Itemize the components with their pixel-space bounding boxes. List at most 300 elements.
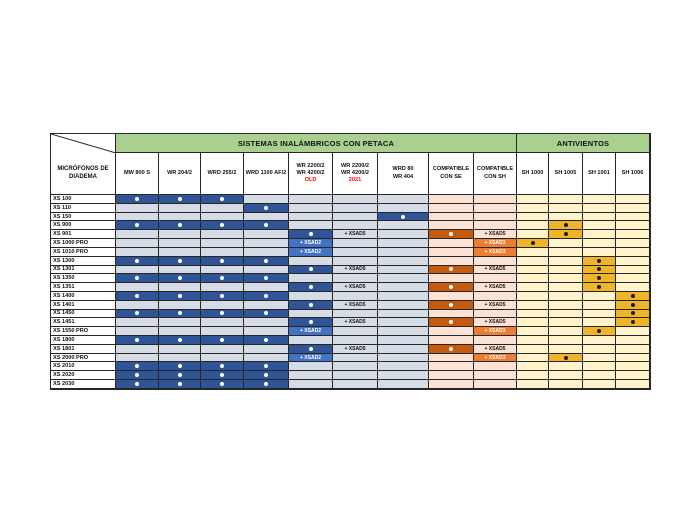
compat-dot [449, 303, 453, 307]
matrix-cell [616, 257, 650, 266]
matrix-cell [517, 362, 549, 371]
matrix-cell [517, 204, 549, 213]
row-label: XS 110 [51, 204, 116, 213]
matrix-cell [517, 292, 549, 301]
matrix-cell [289, 204, 333, 213]
matrix-cell [474, 221, 517, 230]
compat-dot [178, 373, 182, 377]
matrix-cell [378, 362, 429, 371]
corner-header-cell [51, 134, 116, 195]
matrix-cell [616, 336, 650, 345]
matrix-cell [517, 266, 549, 275]
compat-dot [135, 259, 139, 263]
matrix-cell [474, 195, 517, 204]
matrix-cell [549, 336, 583, 345]
matrix-cell [517, 274, 549, 283]
matrix-cell [378, 354, 429, 363]
row-label: XS 1800 [51, 336, 116, 345]
matrix-cell [378, 310, 429, 319]
matrix-cell [244, 318, 289, 327]
matrix-cell [289, 371, 333, 380]
matrix-cell [159, 221, 201, 230]
compat-dot [309, 285, 313, 289]
matrix-cell [201, 213, 244, 222]
row-label: XS 1301 [51, 266, 116, 275]
matrix-cell [159, 257, 201, 266]
compat-dot [178, 197, 182, 201]
compat-dot [178, 364, 182, 368]
matrix-cell: + XSAD5 [474, 345, 517, 354]
col-header: WR 2200/2 WR 4200/2 OLD [289, 153, 333, 195]
matrix-cell: + XSAD5 [333, 345, 378, 354]
compat-dot [401, 215, 405, 219]
matrix-cell [333, 248, 378, 257]
matrix-cell: + XSAD2 [289, 354, 333, 363]
compat-dot [135, 364, 139, 368]
matrix-cell [616, 345, 650, 354]
matrix-cell [333, 292, 378, 301]
matrix-cell [333, 380, 378, 389]
matrix-cell [333, 213, 378, 222]
matrix-cell [116, 354, 159, 363]
matrix-cell [429, 371, 474, 380]
matrix-cell [429, 380, 474, 389]
matrix-cell [549, 318, 583, 327]
matrix-cell [616, 204, 650, 213]
matrix-cell [159, 310, 201, 319]
matrix-cell [201, 371, 244, 380]
matrix-cell [378, 283, 429, 292]
matrix-cell [517, 239, 549, 248]
matrix-cell [429, 257, 474, 266]
matrix-cell [201, 274, 244, 283]
matrix-cell [159, 274, 201, 283]
matrix-cell [429, 362, 474, 371]
matrix-cell: + XSAD5 [474, 318, 517, 327]
row-label: XS 2020 [51, 371, 116, 380]
row-label: XS 2000 PRO [51, 354, 116, 363]
matrix-cell [517, 283, 549, 292]
matrix-cell [549, 248, 583, 257]
matrix-cell [201, 257, 244, 266]
matrix-cell [159, 336, 201, 345]
matrix-cell: + XSAD5 [474, 301, 517, 310]
row-label: XS 1000 PRO [51, 239, 116, 248]
matrix-cell [159, 371, 201, 380]
col-header: WRD 80 WR 404 [378, 153, 429, 195]
matrix-cell [159, 301, 201, 310]
matrix-cell [583, 274, 616, 283]
matrix-cell [333, 371, 378, 380]
matrix-cell [517, 310, 549, 319]
compat-dot [220, 311, 224, 315]
row-label: XS 1401 [51, 301, 116, 310]
matrix-cell [333, 195, 378, 204]
matrix-cell [549, 310, 583, 319]
compat-dot [597, 259, 601, 263]
matrix-cell [549, 345, 583, 354]
matrix-cell [378, 266, 429, 275]
matrix-cell [616, 380, 650, 389]
matrix-cell [333, 310, 378, 319]
matrix-cell [116, 266, 159, 275]
compat-dot [564, 232, 568, 236]
col-header: MW 800 S [116, 153, 159, 195]
matrix-cell [583, 310, 616, 319]
matrix-cell [583, 292, 616, 301]
row-axis-title-line1: MICRÓFONOS DE [57, 166, 109, 172]
compat-dot [564, 223, 568, 227]
compat-dot [264, 223, 268, 227]
matrix-cell [429, 354, 474, 363]
compat-dot [264, 382, 268, 386]
matrix-cell [289, 257, 333, 266]
compat-dot [135, 382, 139, 386]
matrix-cell [116, 310, 159, 319]
matrix-cell: + XSAD5 [333, 301, 378, 310]
compat-dot [178, 259, 182, 263]
matrix-cell [583, 248, 616, 257]
matrix-cell [201, 292, 244, 301]
row-label: XS 1451 [51, 318, 116, 327]
compat-dot [309, 267, 313, 271]
matrix-cell [159, 248, 201, 257]
compat-dot [631, 303, 635, 307]
matrix-cell [616, 248, 650, 257]
matrix-cell [429, 230, 474, 239]
compat-dot [135, 276, 139, 280]
matrix-cell [583, 266, 616, 275]
compat-dot [309, 320, 313, 324]
matrix-cell [116, 248, 159, 257]
compat-dot [449, 320, 453, 324]
col-header: COMPATIBLE CON SH [474, 153, 517, 195]
compat-dot [597, 276, 601, 280]
compat-dot [309, 232, 313, 236]
matrix-cell: + XSAD2 [289, 327, 333, 336]
matrix-cell [378, 213, 429, 222]
row-label: XS 100 [51, 195, 116, 204]
matrix-cell [116, 213, 159, 222]
col-header: COMPATIBLE CON SE [429, 153, 474, 195]
matrix-cell [616, 213, 650, 222]
matrix-cell [378, 301, 429, 310]
matrix-cell [378, 257, 429, 266]
matrix-cell [159, 292, 201, 301]
matrix-cell [289, 362, 333, 371]
matrix-cell [616, 283, 650, 292]
matrix-cell [378, 327, 429, 336]
matrix-cell [517, 195, 549, 204]
matrix-cell [159, 362, 201, 371]
matrix-cell [244, 283, 289, 292]
compat-dot [135, 223, 139, 227]
compat-dot [220, 197, 224, 201]
matrix-cell: + XSAD5 [333, 283, 378, 292]
matrix-cell [244, 195, 289, 204]
compat-dot [220, 223, 224, 227]
matrix-cell [201, 221, 244, 230]
matrix-cell [333, 257, 378, 266]
matrix-cell [429, 195, 474, 204]
matrix-cell [549, 239, 583, 248]
matrix-cell [116, 371, 159, 380]
matrix-cell: + XSAD5 [333, 230, 378, 239]
matrix-cell [583, 345, 616, 354]
row-label: XS 1550 PRO [51, 327, 116, 336]
matrix-cell [378, 371, 429, 380]
matrix-cell [616, 362, 650, 371]
matrix-cell [616, 266, 650, 275]
compat-dot [178, 382, 182, 386]
matrix-cell [116, 336, 159, 345]
matrix-cell [517, 221, 549, 230]
matrix-cell [159, 266, 201, 275]
matrix-cell [616, 195, 650, 204]
matrix-cell: + XSAD5 [474, 230, 517, 239]
compat-dot [264, 276, 268, 280]
matrix-cell [517, 257, 549, 266]
matrix-cell: + XSAD3 [474, 248, 517, 257]
matrix-cell [616, 318, 650, 327]
compat-dot [564, 356, 568, 360]
matrix-cell [289, 283, 333, 292]
matrix-cell [116, 327, 159, 336]
matrix-cell [116, 362, 159, 371]
matrix-cell [616, 327, 650, 336]
compat-dot [264, 206, 268, 210]
matrix-cell [159, 213, 201, 222]
matrix-cell [549, 371, 583, 380]
matrix-cell [378, 318, 429, 327]
matrix-cell [159, 239, 201, 248]
matrix-cell [289, 274, 333, 283]
compat-dot [220, 294, 224, 298]
matrix-cell [159, 195, 201, 204]
row-label: XS 1450 [51, 310, 116, 319]
compat-dot [220, 364, 224, 368]
matrix-cell [474, 257, 517, 266]
matrix-cell [244, 292, 289, 301]
matrix-cell: + XSAD3 [474, 239, 517, 248]
matrix-cell [378, 380, 429, 389]
matrix-cell [333, 274, 378, 283]
matrix-cell [244, 336, 289, 345]
matrix-cell [549, 257, 583, 266]
matrix-cell [244, 301, 289, 310]
matrix-cell [116, 301, 159, 310]
matrix-cell [549, 230, 583, 239]
matrix-cell [378, 336, 429, 345]
matrix-cell [244, 257, 289, 266]
col-header: WRD 1100 AF/2 [244, 153, 289, 195]
matrix-cell [201, 239, 244, 248]
matrix-cell [244, 371, 289, 380]
matrix-cell [429, 213, 474, 222]
matrix-cell [159, 354, 201, 363]
compat-dot [264, 373, 268, 377]
matrix-cell [201, 301, 244, 310]
matrix-cell [378, 221, 429, 230]
matrix-cell [549, 380, 583, 389]
matrix-cell [616, 274, 650, 283]
matrix-cell [289, 230, 333, 239]
compat-dot [135, 373, 139, 377]
matrix-cell [333, 327, 378, 336]
matrix-cell [289, 310, 333, 319]
matrix-cell [616, 292, 650, 301]
matrix-cell [201, 195, 244, 204]
compat-dot [597, 329, 601, 333]
matrix-cell [201, 266, 244, 275]
matrix-cell [549, 292, 583, 301]
matrix-cell [517, 301, 549, 310]
compat-dot [220, 373, 224, 377]
matrix-cell [583, 301, 616, 310]
matrix-cell [201, 354, 244, 363]
matrix-cell [429, 204, 474, 213]
compat-dot [597, 267, 601, 271]
compat-dot [449, 285, 453, 289]
matrix-cell [378, 239, 429, 248]
col-header: SH 1001 [583, 153, 616, 195]
matrix-cell: + XSAD2 [289, 239, 333, 248]
matrix-cell: + XSAD5 [474, 283, 517, 292]
matrix-cell [429, 310, 474, 319]
matrix-cell [549, 213, 583, 222]
diagonal-divider [51, 134, 116, 153]
matrix-cell [244, 266, 289, 275]
matrix-cell [116, 257, 159, 266]
matrix-cell [333, 221, 378, 230]
matrix-cell [116, 274, 159, 283]
row-label: XS 1350 [51, 274, 116, 283]
matrix-cell [116, 292, 159, 301]
col-header: WR 2200/2 WR 4200/2 2021 [333, 153, 378, 195]
matrix-cell [429, 239, 474, 248]
matrix-cell [244, 221, 289, 230]
matrix-cell [429, 345, 474, 354]
compat-dot [220, 276, 224, 280]
compat-dot [135, 311, 139, 315]
matrix-cell [583, 221, 616, 230]
matrix-cell [159, 318, 201, 327]
matrix-cell [429, 274, 474, 283]
matrix-cell [201, 362, 244, 371]
matrix-cell [474, 204, 517, 213]
row-label: XS 2010 [51, 362, 116, 371]
wireless-systems-band: SISTEMAS INALÁMBRICOS CON PETACA [116, 134, 517, 153]
matrix-cell [244, 274, 289, 283]
compat-dot [449, 232, 453, 236]
matrix-cell [333, 354, 378, 363]
matrix-cell [474, 310, 517, 319]
matrix-cell [289, 213, 333, 222]
matrix-cell: + XSAD5 [333, 318, 378, 327]
matrix-cell [517, 380, 549, 389]
row-label: XS 900 [51, 221, 116, 230]
compat-dot [264, 338, 268, 342]
matrix-cell [159, 230, 201, 239]
matrix-cell [159, 345, 201, 354]
matrix-cell [583, 204, 616, 213]
matrix-cell [201, 318, 244, 327]
matrix-cell [201, 310, 244, 319]
matrix-cell [549, 283, 583, 292]
matrix-cell [616, 230, 650, 239]
matrix-cell [378, 248, 429, 257]
matrix-cell [429, 292, 474, 301]
matrix-cell [474, 362, 517, 371]
matrix-cell [429, 327, 474, 336]
matrix-cell [583, 380, 616, 389]
row-label: XS 2030 [51, 380, 116, 389]
matrix-cell [244, 362, 289, 371]
row-label: XS 901 [51, 230, 116, 239]
matrix-cell [549, 274, 583, 283]
matrix-cell [583, 318, 616, 327]
matrix-cell [429, 336, 474, 345]
matrix-cell [116, 380, 159, 389]
matrix-cell [474, 371, 517, 380]
matrix-cell [583, 354, 616, 363]
matrix-cell [244, 230, 289, 239]
matrix-cell [244, 354, 289, 363]
compat-dot [178, 338, 182, 342]
matrix-cell [201, 230, 244, 239]
matrix-cell [159, 327, 201, 336]
matrix-cell [616, 301, 650, 310]
compat-dot [220, 382, 224, 386]
compat-dot [135, 197, 139, 201]
matrix-cell [549, 301, 583, 310]
matrix-cell [244, 310, 289, 319]
compat-dot [220, 259, 224, 263]
row-label: XS 1300 [51, 257, 116, 266]
matrix-cell [201, 336, 244, 345]
matrix-cell [159, 204, 201, 213]
matrix-cell [549, 204, 583, 213]
matrix-cell [289, 301, 333, 310]
compat-dot [449, 347, 453, 351]
matrix-cell [378, 345, 429, 354]
matrix-cell [116, 204, 159, 213]
matrix-cell [583, 371, 616, 380]
matrix-cell [289, 380, 333, 389]
matrix-cell [333, 336, 378, 345]
matrix-cell [116, 195, 159, 204]
matrix-cell [289, 195, 333, 204]
matrix-cell [159, 380, 201, 389]
matrix-cell [429, 318, 474, 327]
row-axis-title [51, 153, 115, 194]
matrix-cell [201, 248, 244, 257]
compat-dot [449, 267, 453, 271]
matrix-cell [244, 380, 289, 389]
matrix-cell [549, 266, 583, 275]
matrix-cell [378, 204, 429, 213]
matrix-cell [616, 371, 650, 380]
matrix-cell [616, 239, 650, 248]
matrix-cell [289, 221, 333, 230]
col-header: WRD 255/2 [201, 153, 244, 195]
matrix-cell [474, 380, 517, 389]
row-label: XS 1351 [51, 283, 116, 292]
matrix-cell [333, 239, 378, 248]
matrix-cell [378, 292, 429, 301]
matrix-cell [616, 354, 650, 363]
matrix-cell [517, 248, 549, 257]
